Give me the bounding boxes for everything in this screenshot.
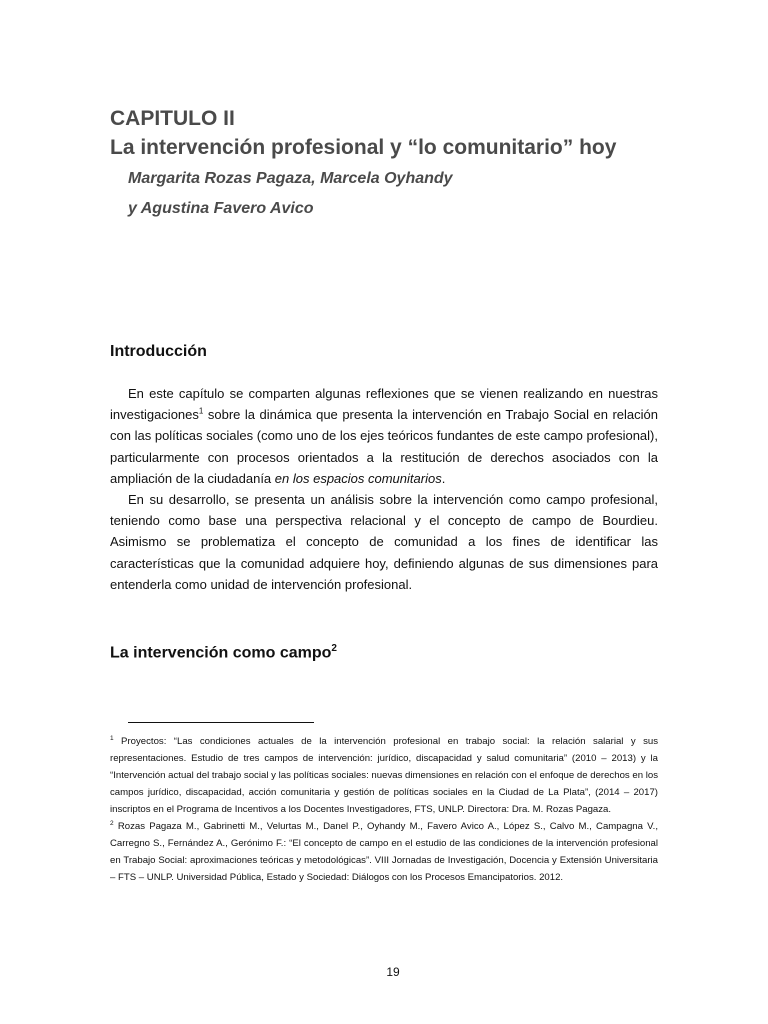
paragraph-1-italic: en los espacios comunitarios bbox=[274, 470, 442, 486]
footnote-1 bbox=[110, 733, 658, 818]
footnote-ref-2[interactable]: 2 bbox=[331, 643, 337, 654]
paragraph-1-part-b: sobre la dinámica que presenta la intervención en Trabajo Social en relación con las políticas sociales (como uno de los ejes teóricos fundantes de este campo profesional), particularmente con procesos orientados a la restitución de derechos asociados con la ampliación de la ciudadanía bbox=[110, 407, 658, 486]
chapter-label: CAPITULO II bbox=[110, 107, 235, 130]
section-heading-campo-text: La intervención como campo bbox=[110, 644, 332, 662]
footnote-2 bbox=[110, 818, 658, 886]
paragraph-1-end: . bbox=[441, 470, 446, 486]
intro-body bbox=[110, 383, 658, 595]
footnote-2-number: 2 bbox=[110, 819, 114, 827]
section-heading-introduccion: Introducción bbox=[110, 343, 207, 360]
footnote-1-number: 1 bbox=[110, 734, 114, 742]
footnote-1-text: Proyectos: “Las condiciones actuales de la intervención profesional en trabajo social: la relación salarial y sus representaciones. Estudio de tres campos de intervención: jurídico, discapacidad y salud comunitaria” (2010 – 2013) y la “Intervención actual del trabajo social y las políticas sociales: nuevas dimensiones en relación con el enfoque de derechos en los campos jurídico, discapacidad, acción comunitaria y gestión de políticas sociales en la Ciudad de La Plata”, (2014 – 2017) inscriptos en el Programa de Incentivos a los Docentes Investigadores, FTS, UNLP. Directora: Dra. M. Rozas Pagaza. bbox=[110, 736, 658, 815]
footnote-ref-1[interactable]: 1 bbox=[198, 406, 204, 416]
page-number: 19 bbox=[386, 965, 400, 979]
chapter-title: La intervención profesional y “lo comunitario” hoy bbox=[110, 136, 617, 159]
section-heading-campo bbox=[110, 638, 337, 664]
authors-line-1: Margarita Rozas Pagaza, Marcela Oyhandy bbox=[128, 170, 453, 187]
paragraph-1-part-a: En este capítulo se comparten algunas reflexiones que se vienen realizando en nuestras investigaciones bbox=[110, 386, 658, 423]
paragraph-1 bbox=[110, 383, 658, 489]
authors-line-2: y Agustina Favero Avico bbox=[128, 200, 314, 217]
footnote-2-text: Rozas Pagaza M., Gabrinetti M., Velurtas M., Danel P., Oyhandy M., Favero Avico A., López S., Calvo M., Campagna V., Carregno S., Fernández A., Gerónimo F.: “El concepto de campo en el estudio de las condiciones de la intervención profesional en Trabajo Social: aproximaciones teóricas y metodológicas”. VIII Jornadas de Investigación, Docencia y Extensión Universitaria – FTS – UNLP. Universidad Pública, Estado y Sociedad: Diálogos con los Procesos Emancipatorios. 2012. bbox=[110, 821, 658, 883]
footnote-divider bbox=[128, 722, 314, 723]
footnotes bbox=[110, 733, 658, 886]
paragraph-2: En su desarrollo, se presenta un análisis sobre la intervención como campo profesional, teniendo como base una perspectiva relacional y el concepto de campo de Bourdieu. Asimismo se problematiza el concepto de comunidad a los fines de identificar las características que la comunidad adquiere hoy, definiendo algunas de sus dimensiones para entenderla como unidad de intervención profesional. bbox=[110, 492, 658, 592]
